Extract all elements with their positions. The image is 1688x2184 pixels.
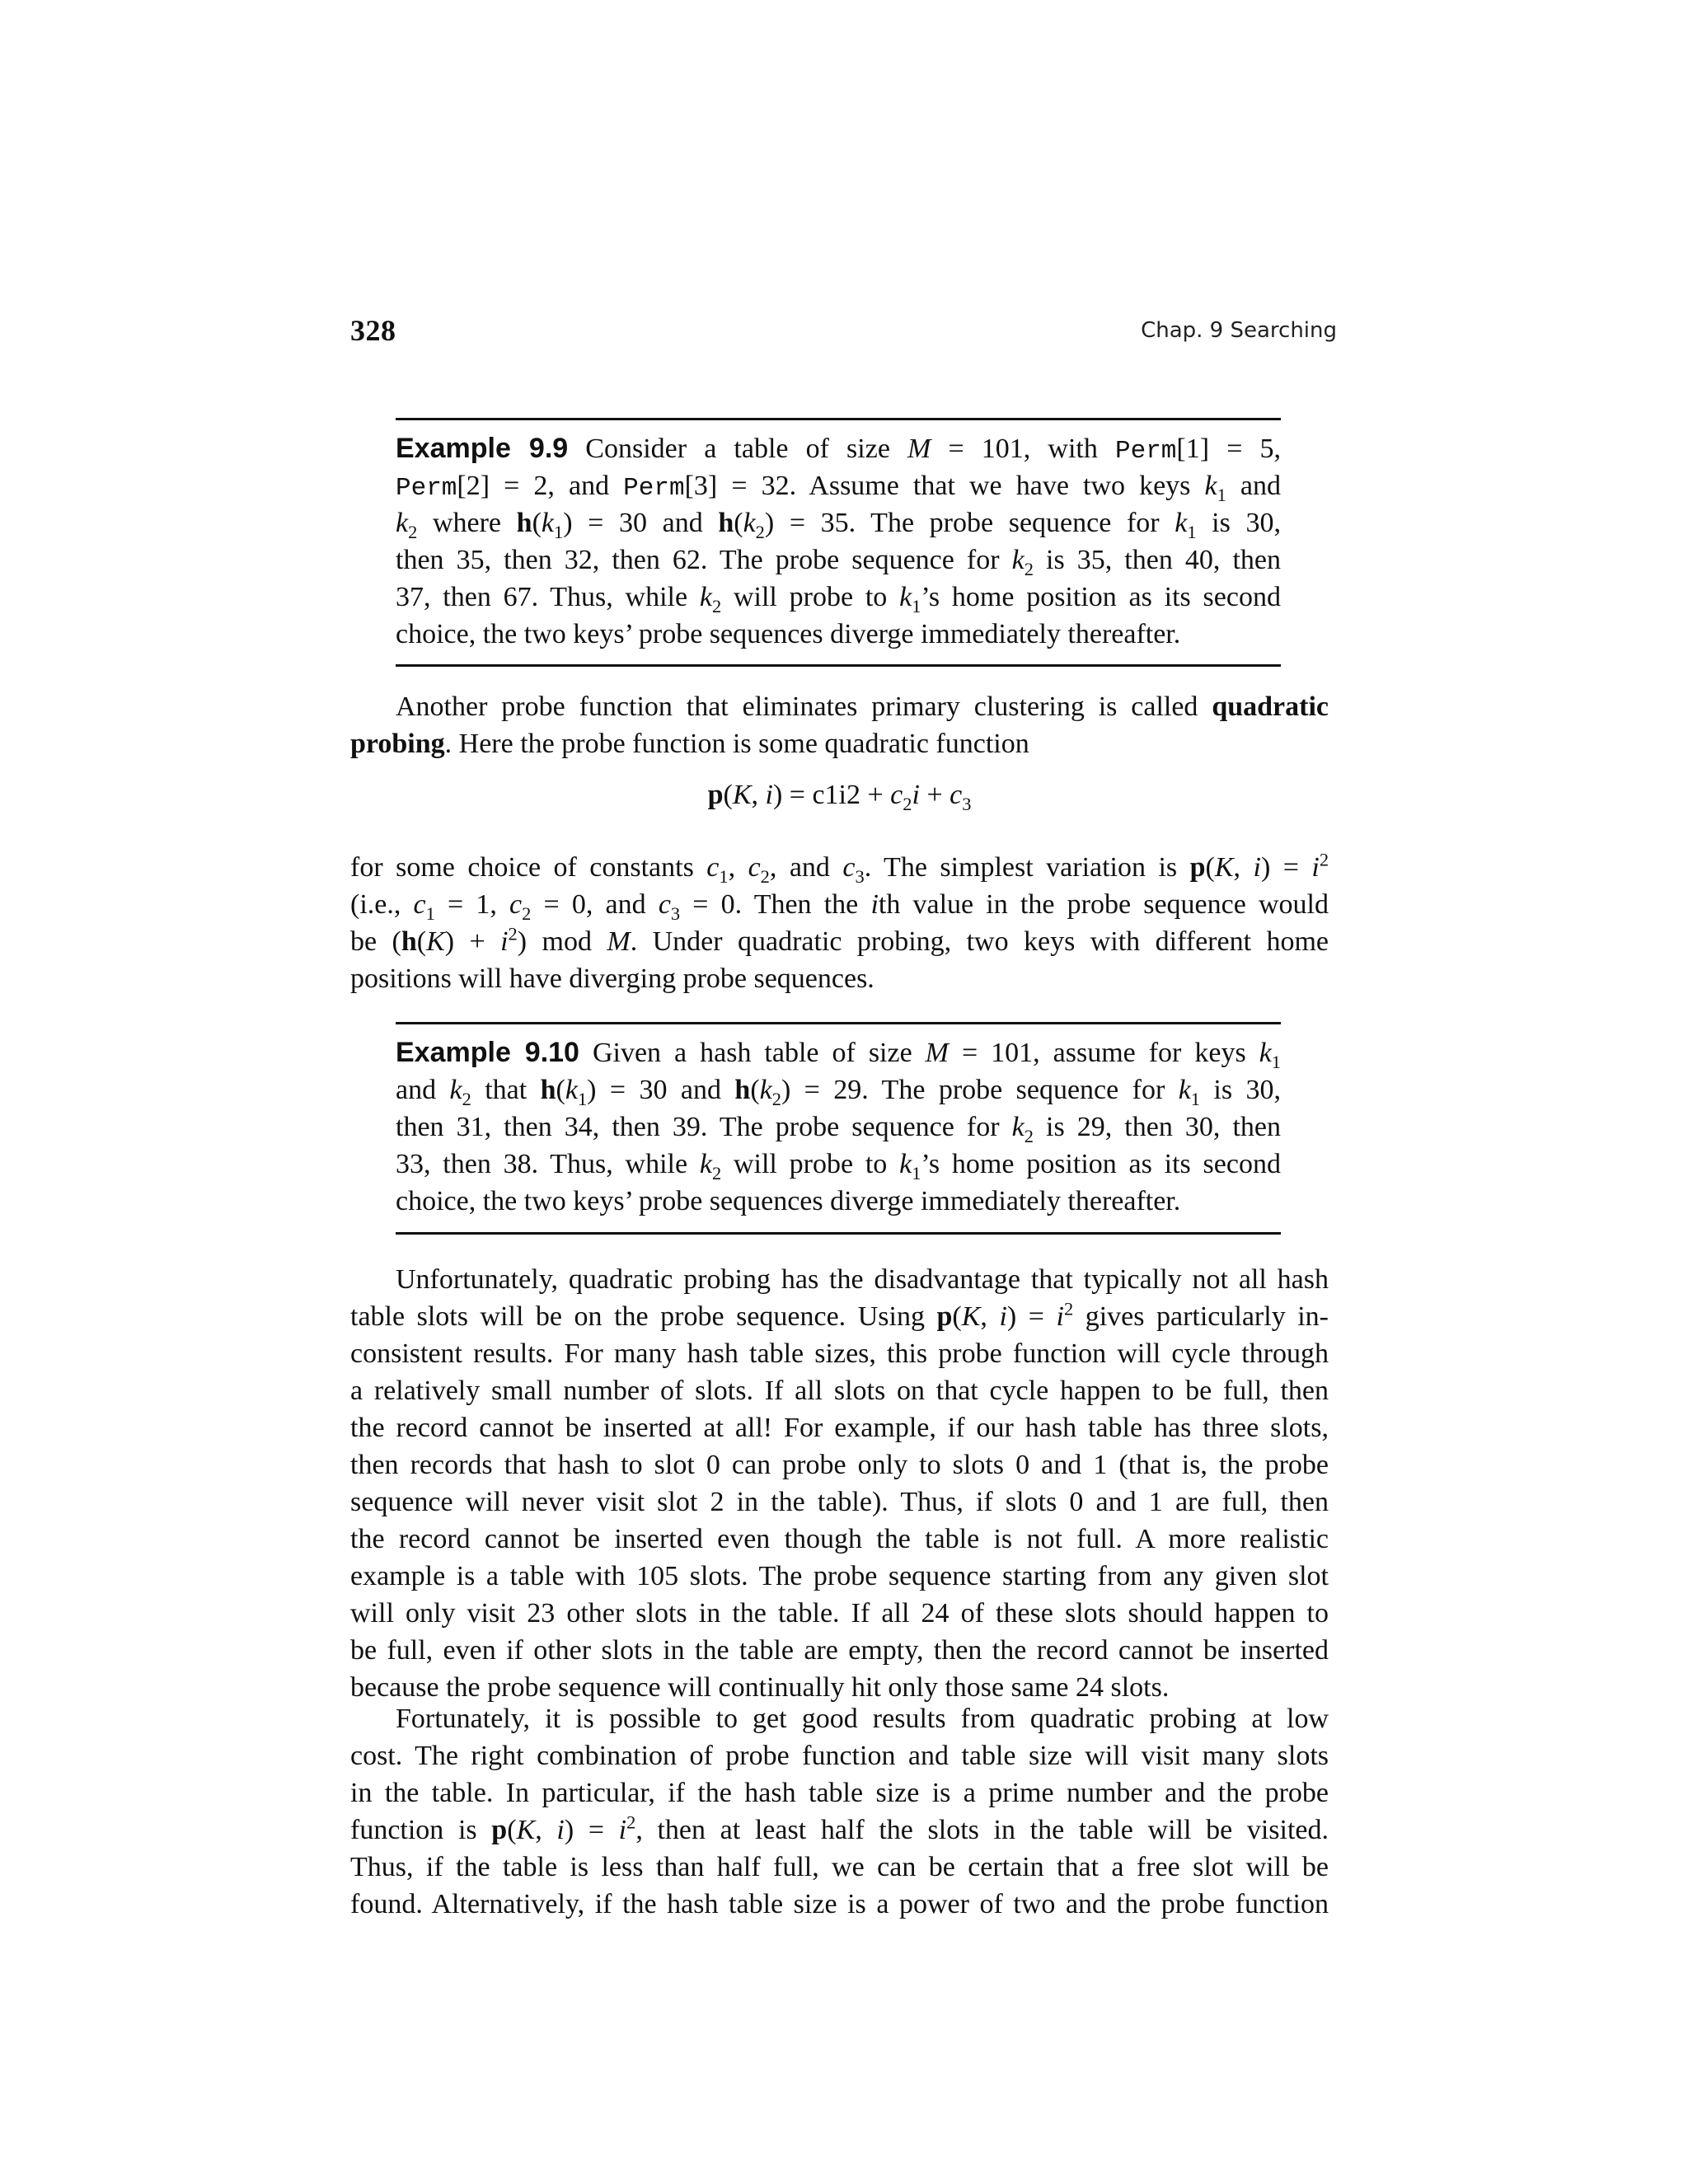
text-line: example is a table with 105 slots. The probe sequence starting from any given slot (350, 1561, 1329, 1591)
text-line: for some choice of constants $c_1$, $c_2$, and $c_3$. The simplest variation is p(K, $i) = i^2$ (350, 849, 1329, 887)
paragraph-unfortunately (350, 1261, 1329, 1706)
page-number: 328 (350, 314, 396, 347)
text-line: table slots will be on the probe sequence. Using p(K, $i) = i^2$ gives particularly in- (350, 1298, 1329, 1332)
text-line: function is p(K, $i) = i^2$, then at least half the slots in the table will be visited. (350, 1811, 1329, 1845)
paragraph-quadratic-probing (350, 688, 1329, 762)
example-label: Example 9.10 (396, 1037, 579, 1068)
text-line: Fortunately, it is possible to get good results from quadratic probing at low (396, 1704, 1329, 1734)
text-line: Another probe function that eliminates primary clustering is called quadratic (396, 691, 1329, 722)
quadratic-probe-equation (350, 776, 1329, 813)
text-line: choice, the two keys’ probe sequences diverge immediately thereafter. (396, 1186, 1181, 1216)
text-line: Example 9.10 Given a hash table of size M = 101, assume for keys $k_1$ (396, 1037, 1281, 1072)
text-line: Example 9.9 Consider a table of size M = 101, with Perm[1] = 5, (396, 433, 1281, 466)
example-9-9-text (396, 420, 1281, 653)
text-line: because the probe sequence will continually hit only those same 24 slots. (350, 1672, 1170, 1703)
text-line: Thus, if the table is less than half full, we can be certain that a free slot will be (350, 1852, 1329, 1882)
text-line: Perm[2] = 2, and Perm[3] = 32. Assume that we have two keys $k_1$ and (396, 471, 1281, 505)
text-line: then 35, then 32, then 62. The probe sequence for $k_2$ is 35, then 40, then (396, 545, 1281, 579)
running-head: Chap. 9 Searching (1141, 318, 1337, 343)
text-line: and $k_2$ that $h(k_1) = 30$ and $h(k_2) = 29$. The probe sequence for $k_1$ is 30, (396, 1075, 1281, 1109)
text-line: be full, even if other slots in the table are empty, then the record cannot be inserted (350, 1635, 1329, 1666)
text-line: $k_2$ where $h(k_1) = 30$ and $h(k_2) = 35$. The probe sequence for $k_1$ is 30, (396, 508, 1281, 542)
example-9-10-text (396, 1024, 1281, 1220)
text-line: positions will have diverging probe sequences. (350, 963, 874, 994)
text-line: found. Alternatively, if the hash table size is a power of two and the probe function (350, 1889, 1329, 1919)
text-line: 33, then 38. Thus, while $k_2$ will probe to $k_1’s$ home position as its second (396, 1149, 1281, 1183)
paragraph-constants (350, 849, 1329, 997)
text-line: the record cannot be inserted at all! For example, if our hash table has three slots, (350, 1413, 1329, 1443)
paragraph-fortunately (350, 1700, 1329, 1923)
text-line: consistent results. For many hash table sizes, this probe function will cycle through (350, 1338, 1329, 1369)
text-line: will only visit 23 other slots in the table. If all 24 of these slots should happen to (350, 1598, 1329, 1629)
text-line: Unfortunately, quadratic probing has the disadvantage that typically not all hash (396, 1264, 1329, 1295)
text-line: a relatively small number of slots. If all slots on that cycle happen to be full, then (350, 1376, 1329, 1406)
example-label: Example 9.9 (396, 433, 569, 464)
text-line: choice, the two keys’ probe sequences diverge immediately thereafter. (396, 619, 1181, 649)
example-9-10-box (396, 1022, 1281, 1235)
text-line: cost. The right combination of probe function and table size will visit many slots (350, 1741, 1329, 1771)
text-line: sequence will never visit slot 2 in the table). Thus, if slots 0 and 1 are full, then (350, 1487, 1329, 1517)
text-line: (i.e., $c_1 = 1$, $c_2 = 0$, and $c_3 = 0$. Then the ith value in the probe sequence would (350, 889, 1329, 924)
text-line: probing. Here the probe function is some quadratic function (350, 729, 1029, 759)
equation-line: p(K, $i) = c1i2 + c_2i + c_3$ (707, 780, 972, 814)
text-line: in the table. In particular, if the hash table size is a prime number and the probe (350, 1778, 1329, 1808)
text-line: the record cannot be inserted even though the table is not full. A more realistic (350, 1524, 1329, 1554)
text-line: then 31, then 34, then 39. The probe sequence for $k_2$ is 29, then 30, then (396, 1112, 1281, 1146)
example-9-9-box (396, 418, 1281, 667)
text-line: then records that hash to slot 0 can probe only to slots 0 and 1 (that is, the probe (350, 1450, 1329, 1480)
text-line: be $(h(K) + i^2)$ mod M. Under quadratic probing, two keys with different home (350, 923, 1329, 957)
text-line: 37, then 67. Thus, while $k_2$ will probe to $k_1’s$ home position as its second (396, 582, 1281, 616)
